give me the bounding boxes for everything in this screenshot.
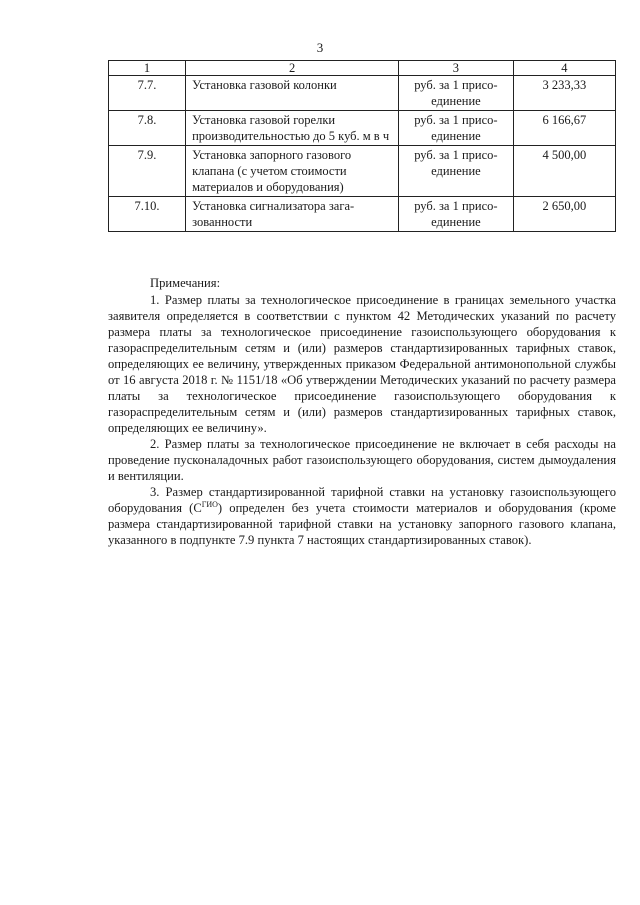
- page-number: 3: [316, 40, 324, 55]
- table-row: [109, 76, 616, 111]
- table-row: [109, 197, 616, 232]
- header-cell: 3: [399, 61, 513, 76]
- row-name: Установка сигнализатора зага-зованности: [186, 197, 399, 232]
- table-row: [109, 111, 616, 146]
- row-price: 3 233,33: [513, 76, 615, 111]
- row-price: 2 650,00: [513, 197, 615, 232]
- note-3-text-before: 3. Размер стандартизированной тарифной ставки на установку газоиспользующего оборудования (С: [108, 485, 616, 515]
- row-name: Установка газовой горелки производительностью до 5 куб. м в ч: [186, 111, 399, 146]
- row-number: 7.7.: [109, 76, 186, 111]
- row-unit: руб. за 1 присо-единение: [399, 146, 513, 197]
- note-3-superscript: ГИО: [201, 499, 218, 509]
- note-2: 2. Размер платы за технологическое присоединение не включает в себя расходы на проведение пусконаладочных работ газоиспользующего оборудования, систем дымоудаления и вентиляции.: [108, 437, 616, 483]
- row-number: 7.8.: [109, 111, 186, 146]
- note-1: 1. Размер платы за технологическое присоединение в границах земельного участка заявителя определяется в соответствии с пунктом 42 Методических указаний по расчету размера платы за технологическое присоединение газоиспользующего оборудования к газораспределительным сетям и (или) размеров стандартизированных тарифных ставок, определяющих ее величину, утвержденных приказом Федеральной антимонопольной службы от 16 августа 2018 г. № 1151/18 «Об утверждении Методических указаний по расчету размера платы за технологическое присоединение газоиспользующего оборудования к газораспределительным сетям и (или) размеров стандартизированных тарифных ставок, определяющих ее величину».: [108, 293, 616, 435]
- row-unit: руб. за 1 присо-единение: [399, 111, 513, 146]
- header-cell: 1: [109, 61, 186, 76]
- header-cell: 2: [186, 61, 399, 76]
- note-3-text-after: ) определен без учета стоимости материалов и оборудования (кроме размера стандартизированной тарифной ставки на установку запорного газового клапана, указанного в подпункте 7.9 пункта 7 настоящих стандартизированных ставок).: [108, 501, 616, 547]
- row-price: 6 166,67: [513, 111, 615, 146]
- row-unit: руб. за 1 присо-единение: [399, 76, 513, 111]
- row-name: Установка газовой колонки: [186, 76, 399, 111]
- row-name: Установка запорного газового клапана (с учетом стоимости материалов и оборудования): [186, 146, 399, 197]
- notes-title: Примечания:: [150, 276, 221, 290]
- row-number: 7.9.: [109, 146, 186, 197]
- note-3: [108, 484, 616, 548]
- row-unit: руб. за 1 присо-единение: [399, 197, 513, 232]
- notes-section: [108, 275, 616, 548]
- row-price: 4 500,00: [513, 146, 615, 197]
- table-header-row: [109, 61, 616, 76]
- row-number: 7.10.: [109, 197, 186, 232]
- header-cell: 4: [513, 61, 615, 76]
- tariff-table: [108, 60, 616, 232]
- table-row: [109, 146, 616, 197]
